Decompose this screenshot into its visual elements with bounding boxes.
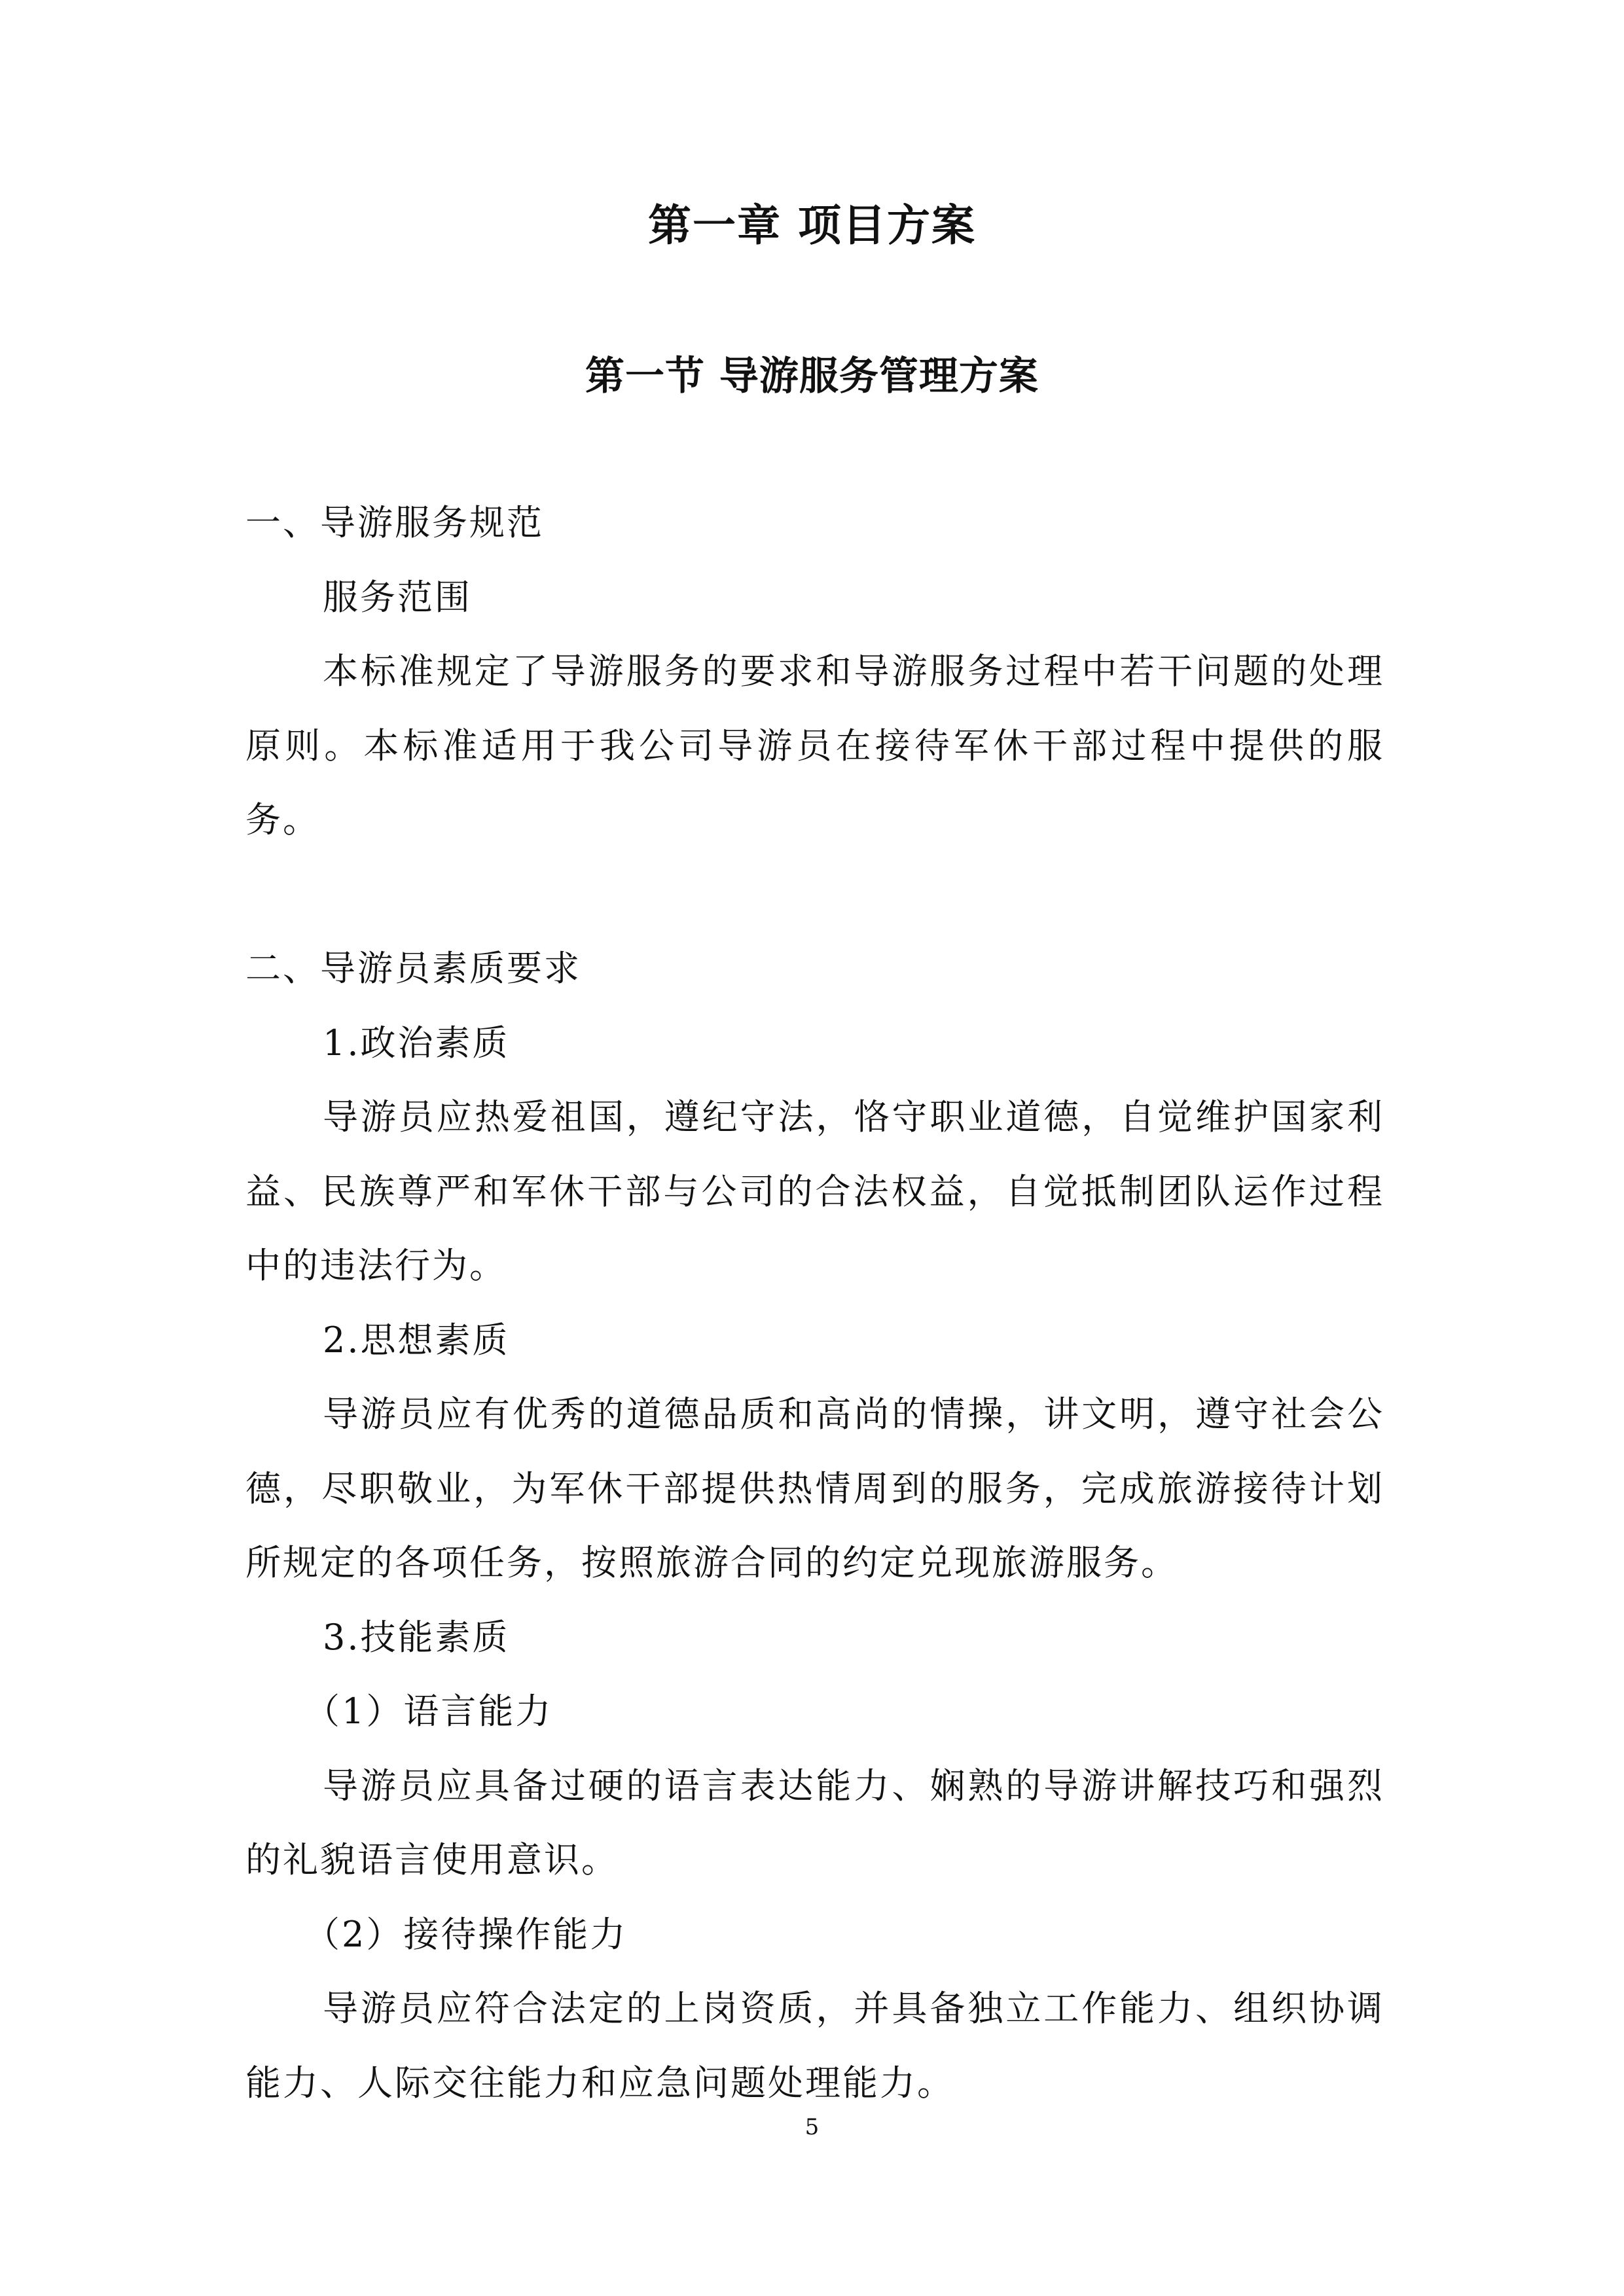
paragraph-service-scope: 本标准规定了导游服务的要求和导游服务过程中若干问题的处理原则。本标准适用于我公司导游员在接待军休干部过程中提供的服务。 (245, 651, 1384, 840)
sub-language-title: （1）语言能力 (304, 1691, 553, 1732)
spacer (245, 857, 1384, 932)
heading-service-standards: 一、导游服务规范 (245, 502, 544, 543)
document-body (245, 486, 1384, 2120)
chapter-title: 第一章 项目方案 (648, 200, 976, 251)
item-political-text: 导游员应热爱祖国，遵纪守法，恪守职业道德，自觉维护国家利益、民族尊严和军休干部与公司的合法权益，自觉抵制团队运作过程中的违法行为。 (245, 1096, 1384, 1286)
heading-guide-qualities: 二、导游员素质要求 (245, 948, 581, 989)
section-title: 第一节 导游服务管理方案 (585, 353, 1039, 399)
item-ideological-text: 导游员应有优秀的道德品质和高尚的情操，讲文明，遵守社会公德，尽职敬业，为军休干部提供热情周到的服务，完成旅游接待计划所规定的各项任务，按照旅游合同的约定兑现旅游服务。 (245, 1393, 1384, 1583)
item-skill-title: 3.技能素质 (323, 1616, 510, 1658)
sub-reception-title: （2）接待操作能力 (304, 1913, 628, 1955)
sub-reception-text: 导游员应符合法定的上岗资质，并具备独立工作能力、组织协调能力、人际交往能力和应急问题处理能力。 (245, 1988, 1384, 2104)
page-number: 5 (804, 2114, 820, 2140)
sub-language-text: 导游员应具备过硬的语言表达能力、娴熟的导游讲解技巧和强烈的礼貌语言使用意识。 (245, 1765, 1384, 1880)
item-political-title: 1.政治素质 (323, 1022, 510, 1064)
subheading-service-scope: 服务范围 (323, 576, 472, 618)
item-ideological-title: 2.思想素质 (323, 1319, 510, 1361)
